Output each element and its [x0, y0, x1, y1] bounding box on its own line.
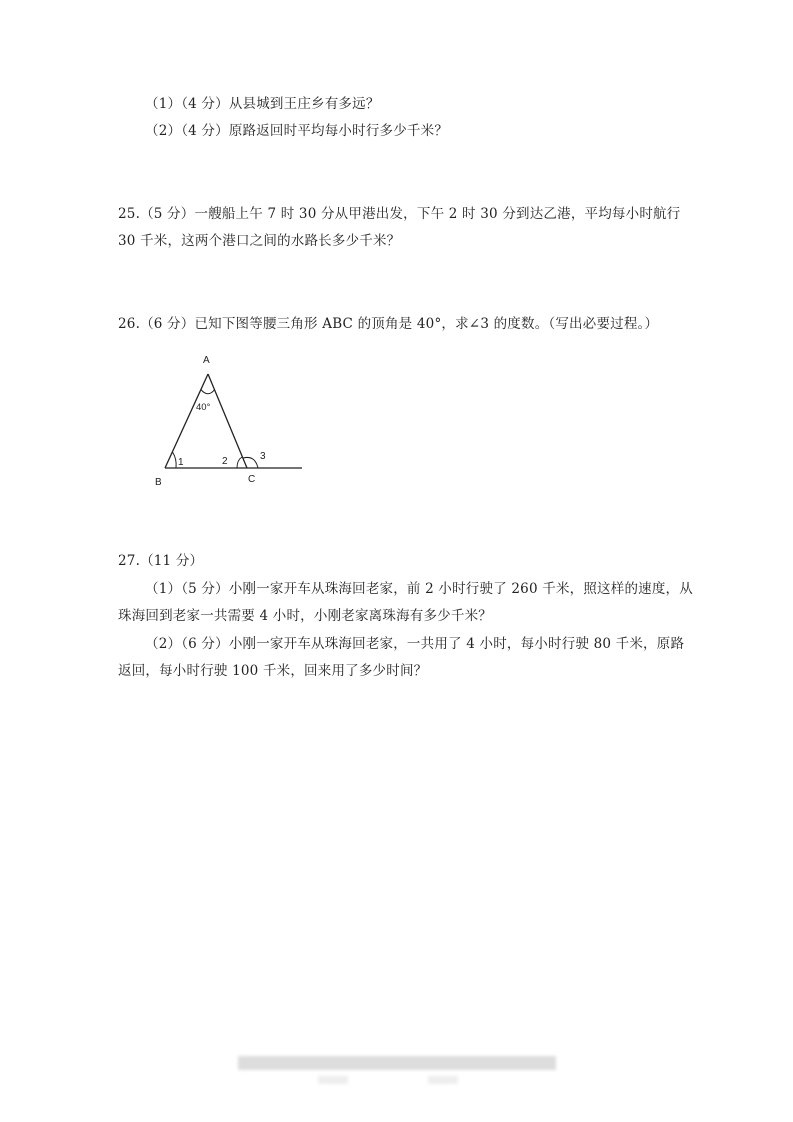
q27-sub2-line1: （2）（6 分）小刚一家开车从珠海回老家，一共用了 4 小时，每小时行驶 80 千米，原路 [145, 636, 685, 652]
blurred-footer [238, 1052, 556, 1092]
q27-sub2-line2: 返回，每小时行驶 100 千米，回来用了多少时间？ [118, 663, 428, 679]
apex-angle-label: 40° [196, 402, 211, 413]
angle3-label: 3 [260, 451, 266, 462]
vertex-c-label: C [248, 474, 256, 485]
apex-angle-arc [201, 390, 215, 394]
angle2-label: 2 [222, 456, 228, 467]
q27-sub1-line2: 珠海回到老家一共需要 4 小时，小刚老家离珠海有多少千米？ [118, 608, 492, 624]
blurred-footer-mark-left [318, 1076, 348, 1084]
triangle-figure [140, 348, 315, 493]
vertex-a-label: A [203, 355, 210, 366]
vertex-b-label: B [155, 477, 162, 488]
triangle-diagram [140, 348, 315, 493]
angle1-label: 1 [178, 457, 184, 468]
q27-heading: 27.（11 分） [118, 553, 204, 569]
blurred-footer-bar [238, 1056, 556, 1070]
q25-line2: 30 千米，这两个港口之间的水路长多少千米？ [118, 233, 401, 249]
q25-line1: 25.（5 分）一艘船上午 7 时 30 分从甲港出发，下午 2 时 30 分到达乙港，平均每小时航行 [118, 206, 681, 222]
q24-sub2: （2）（4 分）原路返回时平均每小时行多少千米？ [145, 123, 449, 139]
side-ab [165, 374, 208, 468]
angle1-arc [173, 452, 177, 468]
angle2-arc [237, 457, 242, 468]
blurred-footer-mark-right [428, 1076, 458, 1084]
q24-sub1: （1）（4 分）从县城到王庄乡有多远？ [145, 96, 380, 112]
side-ac [208, 374, 247, 468]
q26-line1: 26.（6 分）已知下图等腰三角形 ABC 的顶角是 40°，求∠3 的度数。（写出必要过程。） [118, 316, 659, 332]
q27-sub1-line1: （1）（5 分）小刚一家开车从珠海回老家，前 2 小时行驶了 260 千米，照这样的速度，从 [145, 581, 693, 597]
